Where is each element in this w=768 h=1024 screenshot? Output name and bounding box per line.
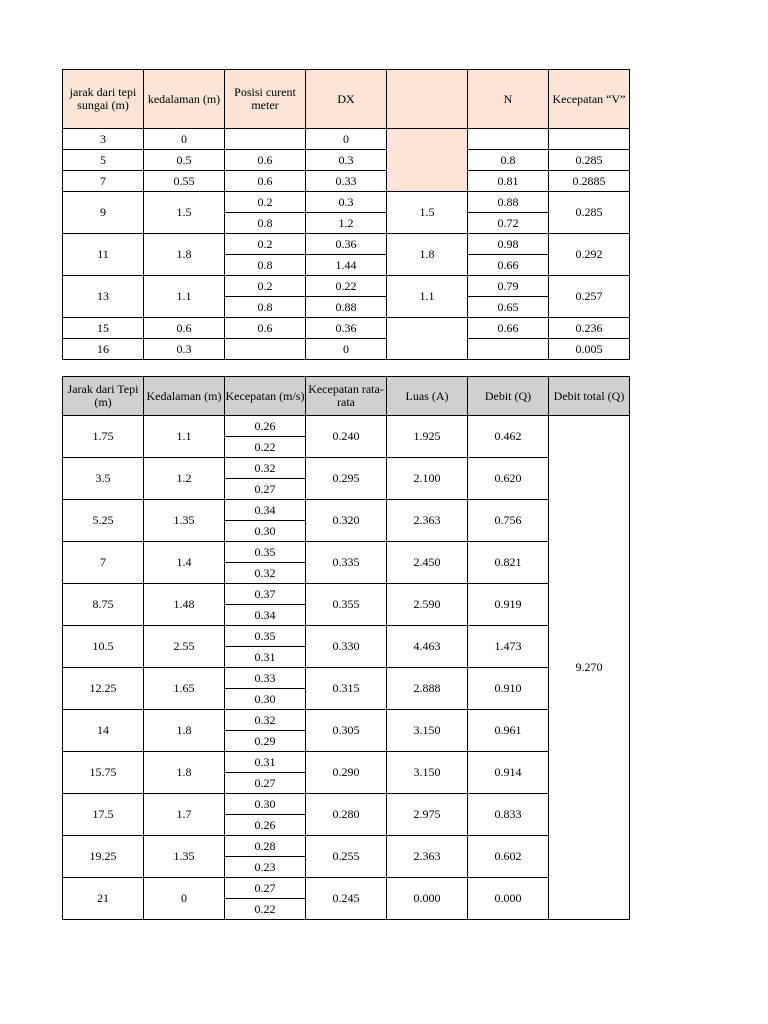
- kedalaman-cell: 0: [144, 878, 225, 920]
- table-row: [63, 129, 630, 150]
- n-cell: 0.66: [468, 318, 549, 339]
- header-kecepatan: Kecepatan “V”: [549, 70, 630, 129]
- n-cell: 0.98: [468, 234, 549, 255]
- kedalaman-cell: 2.55: [144, 626, 225, 668]
- kedalaman-cell: 1.4: [144, 542, 225, 584]
- posisi-cell: 0.6: [225, 318, 306, 339]
- posisi-cell: 0.2: [225, 276, 306, 297]
- jarak-cell: 8.75: [63, 584, 144, 626]
- kecepatan-rata-cell: 0.240: [306, 416, 387, 458]
- table-row: [63, 500, 630, 521]
- jarak-cell: 15: [63, 318, 144, 339]
- kecepatan-cell: 0.005: [549, 339, 630, 360]
- luas-cell: 3.150: [387, 710, 468, 752]
- n-cell: 0.65: [468, 297, 549, 318]
- table-row: [63, 878, 630, 899]
- header-dx: DX: [306, 70, 387, 129]
- e-cell: 1.5: [387, 192, 468, 234]
- kecepatan-cell: 0.27: [225, 773, 306, 794]
- kecepatan-cell: 0.32: [225, 563, 306, 584]
- shaded-blank-cell: [387, 129, 468, 192]
- dx-cell: 1.44: [306, 255, 387, 276]
- table-row: [63, 416, 630, 437]
- table-row: [63, 339, 630, 360]
- luas-cell: 2.363: [387, 836, 468, 878]
- debit-cell: 0.000: [468, 878, 549, 920]
- kecepatan-cell: 0.32: [225, 458, 306, 479]
- kecepatan-cell: 0.30: [225, 521, 306, 542]
- kecepatan-cell: 0.30: [225, 794, 306, 815]
- jarak-cell: 17.5: [63, 794, 144, 836]
- luas-cell: 1.925: [387, 416, 468, 458]
- luas-cell: 4.463: [387, 626, 468, 668]
- kedalaman-cell: 1.65: [144, 668, 225, 710]
- posisi-cell: 0.6: [225, 171, 306, 192]
- posisi-cell: 0.8: [225, 297, 306, 318]
- kecepatan-rata-cell: 0.255: [306, 836, 387, 878]
- luas-cell: 0.000: [387, 878, 468, 920]
- kecepatan-rata-cell: 0.305: [306, 710, 387, 752]
- e-cell: 1.8: [387, 234, 468, 276]
- jarak-cell: 19.25: [63, 836, 144, 878]
- debit-cell: 0.833: [468, 794, 549, 836]
- luas-cell: 2.590: [387, 584, 468, 626]
- table-row: [63, 192, 630, 213]
- jarak-cell: 1.75: [63, 416, 144, 458]
- debit-cell: 0.756: [468, 500, 549, 542]
- table-row: [63, 542, 630, 563]
- table-row: [63, 710, 630, 731]
- header-debit: Debit (Q): [468, 377, 549, 416]
- jarak-cell: 10.5: [63, 626, 144, 668]
- table-row: [63, 584, 630, 605]
- table-row: [63, 318, 630, 339]
- discharge-table: [62, 376, 630, 920]
- table-row: [63, 668, 630, 689]
- kedalaman-cell: 1.48: [144, 584, 225, 626]
- n-cell: 0.81: [468, 171, 549, 192]
- table-row: [63, 794, 630, 815]
- dx-cell: 0: [306, 339, 387, 360]
- kecepatan-cell: 0.292: [549, 234, 630, 276]
- header-jarak: jarak dari tepi sungai (m): [63, 70, 144, 129]
- dx-cell: 0.3: [306, 192, 387, 213]
- kecepatan-rata-cell: 0.245: [306, 878, 387, 920]
- n-cell: [468, 129, 549, 150]
- kecepatan-cell: 0.26: [225, 416, 306, 437]
- luas-cell: 3.150: [387, 752, 468, 794]
- kecepatan-rata-cell: 0.330: [306, 626, 387, 668]
- kecepatan-rata-cell: 0.315: [306, 668, 387, 710]
- jarak-cell: 3.5: [63, 458, 144, 500]
- e-cell: 1.1: [387, 276, 468, 318]
- debit-cell: 0.462: [468, 416, 549, 458]
- kecepatan-cell: 0.22: [225, 899, 306, 920]
- n-cell: 0.66: [468, 255, 549, 276]
- kecepatan-cell: 0.33: [225, 668, 306, 689]
- kecepatan-rata-cell: 0.320: [306, 500, 387, 542]
- jarak-cell: 5: [63, 150, 144, 171]
- debit-total-cell: 9.270: [549, 416, 630, 920]
- kedalaman-cell: 1.1: [144, 416, 225, 458]
- header-debit-total: Debit total (Q): [549, 377, 630, 416]
- posisi-cell: 0.2: [225, 192, 306, 213]
- kecepatan-cell: 0.35: [225, 626, 306, 647]
- jarak-cell: 7: [63, 171, 144, 192]
- kedalaman-cell: 0.3: [144, 339, 225, 360]
- dx-cell: 0.33: [306, 171, 387, 192]
- header-kecepatan: Kecepatan (m/s): [225, 377, 306, 416]
- table-row: [63, 458, 630, 479]
- posisi-cell: 0.8: [225, 255, 306, 276]
- kecepatan-cell: 0.257: [549, 276, 630, 318]
- dx-cell: 0.36: [306, 234, 387, 255]
- jarak-cell: 11: [63, 234, 144, 276]
- n-cell: [468, 339, 549, 360]
- kecepatan-cell: 0.35: [225, 542, 306, 563]
- measurement-table: [62, 69, 630, 360]
- header-jarak: Jarak dari Tepi (m): [63, 377, 144, 416]
- dx-cell: 0.88: [306, 297, 387, 318]
- debit-cell: 0.914: [468, 752, 549, 794]
- kecepatan-cell: 0.27: [225, 479, 306, 500]
- kedalaman-cell: 1.7: [144, 794, 225, 836]
- kedalaman-cell: 1.5: [144, 192, 225, 234]
- kedalaman-cell: 0.5: [144, 150, 225, 171]
- kecepatan-rata-cell: 0.280: [306, 794, 387, 836]
- debit-cell: 0.602: [468, 836, 549, 878]
- dx-cell: 1.2: [306, 213, 387, 234]
- kecepatan-cell: 0.2885: [549, 171, 630, 192]
- luas-cell: 2.888: [387, 668, 468, 710]
- kecepatan-cell: 0.22: [225, 437, 306, 458]
- dx-cell: 0.3: [306, 150, 387, 171]
- kecepatan-cell: 0.28: [225, 836, 306, 857]
- posisi-cell: 0.2: [225, 234, 306, 255]
- kecepatan-cell: 0.285: [549, 150, 630, 171]
- kedalaman-cell: 1.8: [144, 234, 225, 276]
- dx-cell: 0.22: [306, 276, 387, 297]
- jarak-cell: 3: [63, 129, 144, 150]
- table-row: [63, 276, 630, 297]
- jarak-cell: 5.25: [63, 500, 144, 542]
- kedalaman-cell: 0.55: [144, 171, 225, 192]
- n-cell: 0.79: [468, 276, 549, 297]
- kecepatan-cell: 0.26: [225, 815, 306, 836]
- kedalaman-cell: 1.35: [144, 500, 225, 542]
- debit-cell: 0.620: [468, 458, 549, 500]
- kedalaman-cell: 0: [144, 129, 225, 150]
- luas-cell: 2.975: [387, 794, 468, 836]
- table-row: [63, 150, 630, 171]
- kedalaman-cell: 1.8: [144, 710, 225, 752]
- jarak-cell: 7: [63, 542, 144, 584]
- jarak-cell: 9: [63, 192, 144, 234]
- jarak-cell: 13: [63, 276, 144, 318]
- dx-cell: 0: [306, 129, 387, 150]
- kedalaman-cell: 1.35: [144, 836, 225, 878]
- kecepatan-cell: 0.285: [549, 192, 630, 234]
- jarak-cell: 12.25: [63, 668, 144, 710]
- kecepatan-cell: 0.37: [225, 584, 306, 605]
- n-cell: 0.88: [468, 192, 549, 213]
- table-row: [63, 626, 630, 647]
- kecepatan-cell: 0.34: [225, 605, 306, 626]
- debit-cell: 0.821: [468, 542, 549, 584]
- kecepatan-cell: 0.32: [225, 710, 306, 731]
- measurement-header-row: [63, 70, 630, 129]
- kecepatan-rata-cell: 0.295: [306, 458, 387, 500]
- kecepatan-cell: 0.31: [225, 647, 306, 668]
- n-cell: 0.72: [468, 213, 549, 234]
- kecepatan-cell: 0.30: [225, 689, 306, 710]
- posisi-cell: 0.8: [225, 213, 306, 234]
- header-blank: [387, 70, 468, 129]
- kecepatan-cell: 0.29: [225, 731, 306, 752]
- debit-cell: 0.961: [468, 710, 549, 752]
- kecepatan-cell: 0.31: [225, 752, 306, 773]
- table-row: [63, 752, 630, 773]
- kecepatan-cell: 0.23: [225, 857, 306, 878]
- kecepatan-rata-cell: 0.290: [306, 752, 387, 794]
- blank-cell: [387, 318, 468, 360]
- header-kecepatan-rata: Kecepatan rata-rata: [306, 377, 387, 416]
- jarak-cell: 21: [63, 878, 144, 920]
- jarak-cell: 16: [63, 339, 144, 360]
- discharge-header-row: [63, 377, 630, 416]
- kecepatan-rata-cell: 0.355: [306, 584, 387, 626]
- kecepatan-cell: [549, 129, 630, 150]
- header-kedalaman: kedalaman (m): [144, 70, 225, 129]
- table-row: [63, 836, 630, 857]
- debit-cell: 0.919: [468, 584, 549, 626]
- luas-cell: 2.100: [387, 458, 468, 500]
- header-kedalaman: Kedalaman (m): [144, 377, 225, 416]
- kecepatan-cell: 0.236: [549, 318, 630, 339]
- luas-cell: 2.450: [387, 542, 468, 584]
- kedalaman-cell: 1.1: [144, 276, 225, 318]
- debit-cell: 1.473: [468, 626, 549, 668]
- table-row: [63, 171, 630, 192]
- jarak-cell: 15.75: [63, 752, 144, 794]
- kecepatan-cell: 0.27: [225, 878, 306, 899]
- posisi-cell: 0.6: [225, 150, 306, 171]
- n-cell: 0.8: [468, 150, 549, 171]
- kedalaman-cell: 1.8: [144, 752, 225, 794]
- kedalaman-cell: 1.2: [144, 458, 225, 500]
- header-posisi: Posisi curent meter: [225, 70, 306, 129]
- posisi-cell: [225, 129, 306, 150]
- header-luas: Luas (A): [387, 377, 468, 416]
- kedalaman-cell: 0.6: [144, 318, 225, 339]
- header-n: N: [468, 70, 549, 129]
- kecepatan-rata-cell: 0.335: [306, 542, 387, 584]
- posisi-cell: [225, 339, 306, 360]
- dx-cell: 0.36: [306, 318, 387, 339]
- table-row: [63, 234, 630, 255]
- jarak-cell: 14: [63, 710, 144, 752]
- luas-cell: 2.363: [387, 500, 468, 542]
- debit-cell: 0.910: [468, 668, 549, 710]
- kecepatan-cell: 0.34: [225, 500, 306, 521]
